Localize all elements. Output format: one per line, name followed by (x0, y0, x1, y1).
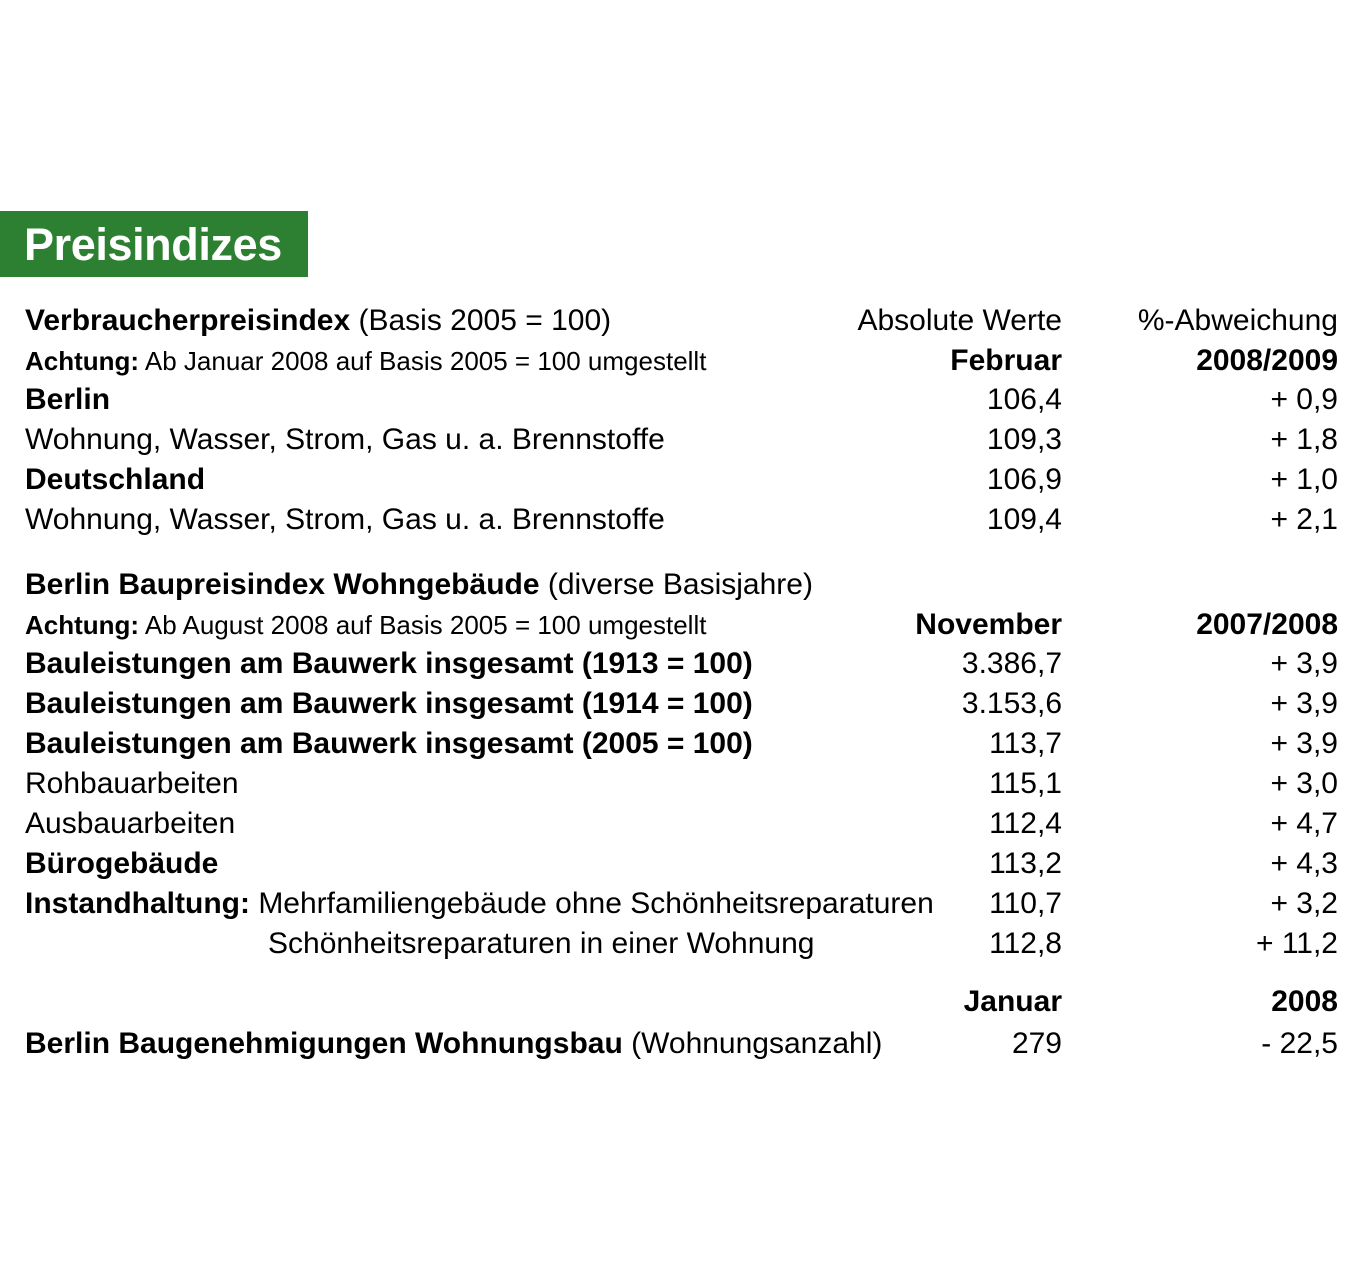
row-label: Schönheitsreparaturen in einer Wohnung (268, 927, 815, 960)
period-range-2: 2007/2008 (1196, 608, 1338, 641)
section-note-verbraucherpreisindex (0, 342, 1358, 380)
table-row (0, 924, 1358, 964)
table-row (0, 884, 1358, 924)
note-text-2 (25, 606, 706, 644)
table-row (0, 460, 1358, 500)
row-label: Rohbauarbeiten (25, 767, 239, 800)
row-deviation-value: + 3,9 (1270, 727, 1338, 760)
row-deviation-value: + 11,2 (1255, 927, 1338, 960)
table-row (0, 500, 1358, 540)
table-row (0, 380, 1358, 420)
row-deviation-value: + 4,7 (1270, 807, 1338, 840)
row-deviation-value: + 3,9 (1270, 687, 1338, 720)
row-absolute-value: 3.153,6 (961, 687, 1062, 720)
row-label: Wohnung, Wasser, Strom, Gas u. a. Brennstoffe (25, 503, 665, 536)
row-deviation-value: + 4,3 (1270, 847, 1338, 880)
period-label-2: November (915, 608, 1062, 641)
row-absolute-value: 113,7 (989, 727, 1062, 760)
table-row (0, 764, 1358, 804)
row-deviation-value: + 3,9 (1270, 647, 1338, 680)
period-range-3: 2008 (1271, 985, 1338, 1018)
row-absolute-value: 110,7 (989, 887, 1062, 920)
row-deviation-value: + 3,0 (1270, 767, 1338, 800)
row-deviation-value: - 22,5 (1261, 1027, 1338, 1060)
row-label-rest: (Wohnungsanzahl) (622, 1027, 883, 1060)
row-absolute-value: 279 (1011, 1027, 1062, 1060)
row-label: Bauleistungen am Bauwerk insgesamt (2005 = 100) (25, 727, 753, 760)
table-row (0, 644, 1358, 684)
row-label: Bauleistungen am Bauwerk insgesamt (1914 = 100) (25, 687, 753, 720)
row-label-bold: Instandhaltung: (25, 887, 250, 920)
row-label: Wohnung, Wasser, Strom, Gas u. a. Brennstoffe (25, 423, 665, 456)
note-label-bold: Achtung: (25, 346, 140, 376)
period-label-3: Januar (963, 985, 1062, 1018)
row-deviation-value: + 2,1 (1270, 503, 1338, 536)
period-label-1: Februar (950, 344, 1062, 377)
column-header-absolute: Absolute Werte (857, 304, 1062, 337)
section-title-baupreisindex (25, 564, 813, 606)
row-label (25, 884, 934, 924)
table-row (0, 804, 1358, 844)
table-row (0, 724, 1358, 764)
section-title-verbraucherpreisindex (25, 300, 611, 342)
row-absolute-value: 115,1 (989, 767, 1062, 800)
row-absolute-value: 109,3 (986, 423, 1062, 456)
note-label-rest: Ab Januar 2008 auf Basis 2005 = 100 umgestellt (139, 346, 707, 376)
section-title-bold: Berlin Baupreisindex Wohngebäude (25, 568, 540, 601)
page-title: Preisindizes (24, 218, 282, 270)
row-label-rest: Mehrfamiliengebäude ohne Schönheitsreparaturen (249, 887, 934, 920)
row-label: Bauleistungen am Bauwerk insgesamt (1913 = 100) (25, 647, 753, 680)
table-row (0, 684, 1358, 724)
section-title-rest: (diverse Basisjahre) (539, 568, 813, 601)
row-absolute-value: 112,8 (989, 927, 1062, 960)
row-absolute-value: 112,4 (989, 807, 1062, 840)
note-text-1 (25, 342, 706, 380)
row-deviation-value: + 3,2 (1270, 887, 1338, 920)
row-label: Ausbauarbeiten (25, 807, 236, 840)
section-title-rest: (Basis 2005 = 100) (350, 304, 612, 337)
row-label: Deutschland (25, 463, 206, 496)
note-label-bold: Achtung: (25, 610, 140, 640)
row-label: Bürogebäude (25, 847, 219, 880)
row-absolute-value: 113,2 (989, 847, 1062, 880)
row-deviation-value: + 1,8 (1270, 423, 1338, 456)
column-header-deviation: %-Abweichung (1137, 304, 1338, 337)
row-deviation-value: + 0,9 (1270, 383, 1338, 416)
row-label (25, 1024, 882, 1064)
row-absolute-value: 109,4 (986, 503, 1062, 536)
price-index-table (0, 300, 1358, 1064)
table-row (0, 1024, 1358, 1064)
section-header-verbraucherpreisindex (0, 300, 1358, 342)
period-range-1: 2008/2009 (1196, 344, 1338, 377)
table-row (0, 420, 1358, 460)
row-label: Berlin (25, 383, 111, 416)
note-label-rest: Ab August 2008 auf Basis 2005 = 100 umgestellt (139, 610, 707, 640)
section-spacer (0, 540, 1358, 564)
section-note-baupreisindex (0, 606, 1358, 644)
row-absolute-value: 106,4 (986, 383, 1062, 416)
row-absolute-value: 106,9 (986, 463, 1062, 496)
section-spacer (0, 964, 1358, 982)
table-row (0, 844, 1358, 884)
section-banner (0, 211, 308, 277)
row-label-bold: Berlin Baugenehmigungen Wohnungsbau (25, 1027, 623, 1060)
row-absolute-value: 3.386,7 (961, 647, 1062, 680)
section-header-baupreisindex (0, 564, 1358, 606)
period-header-baugenehmigungen (0, 982, 1358, 1024)
section-title-bold: Verbraucherpreisindex (25, 304, 351, 337)
row-deviation-value: + 1,0 (1270, 463, 1338, 496)
